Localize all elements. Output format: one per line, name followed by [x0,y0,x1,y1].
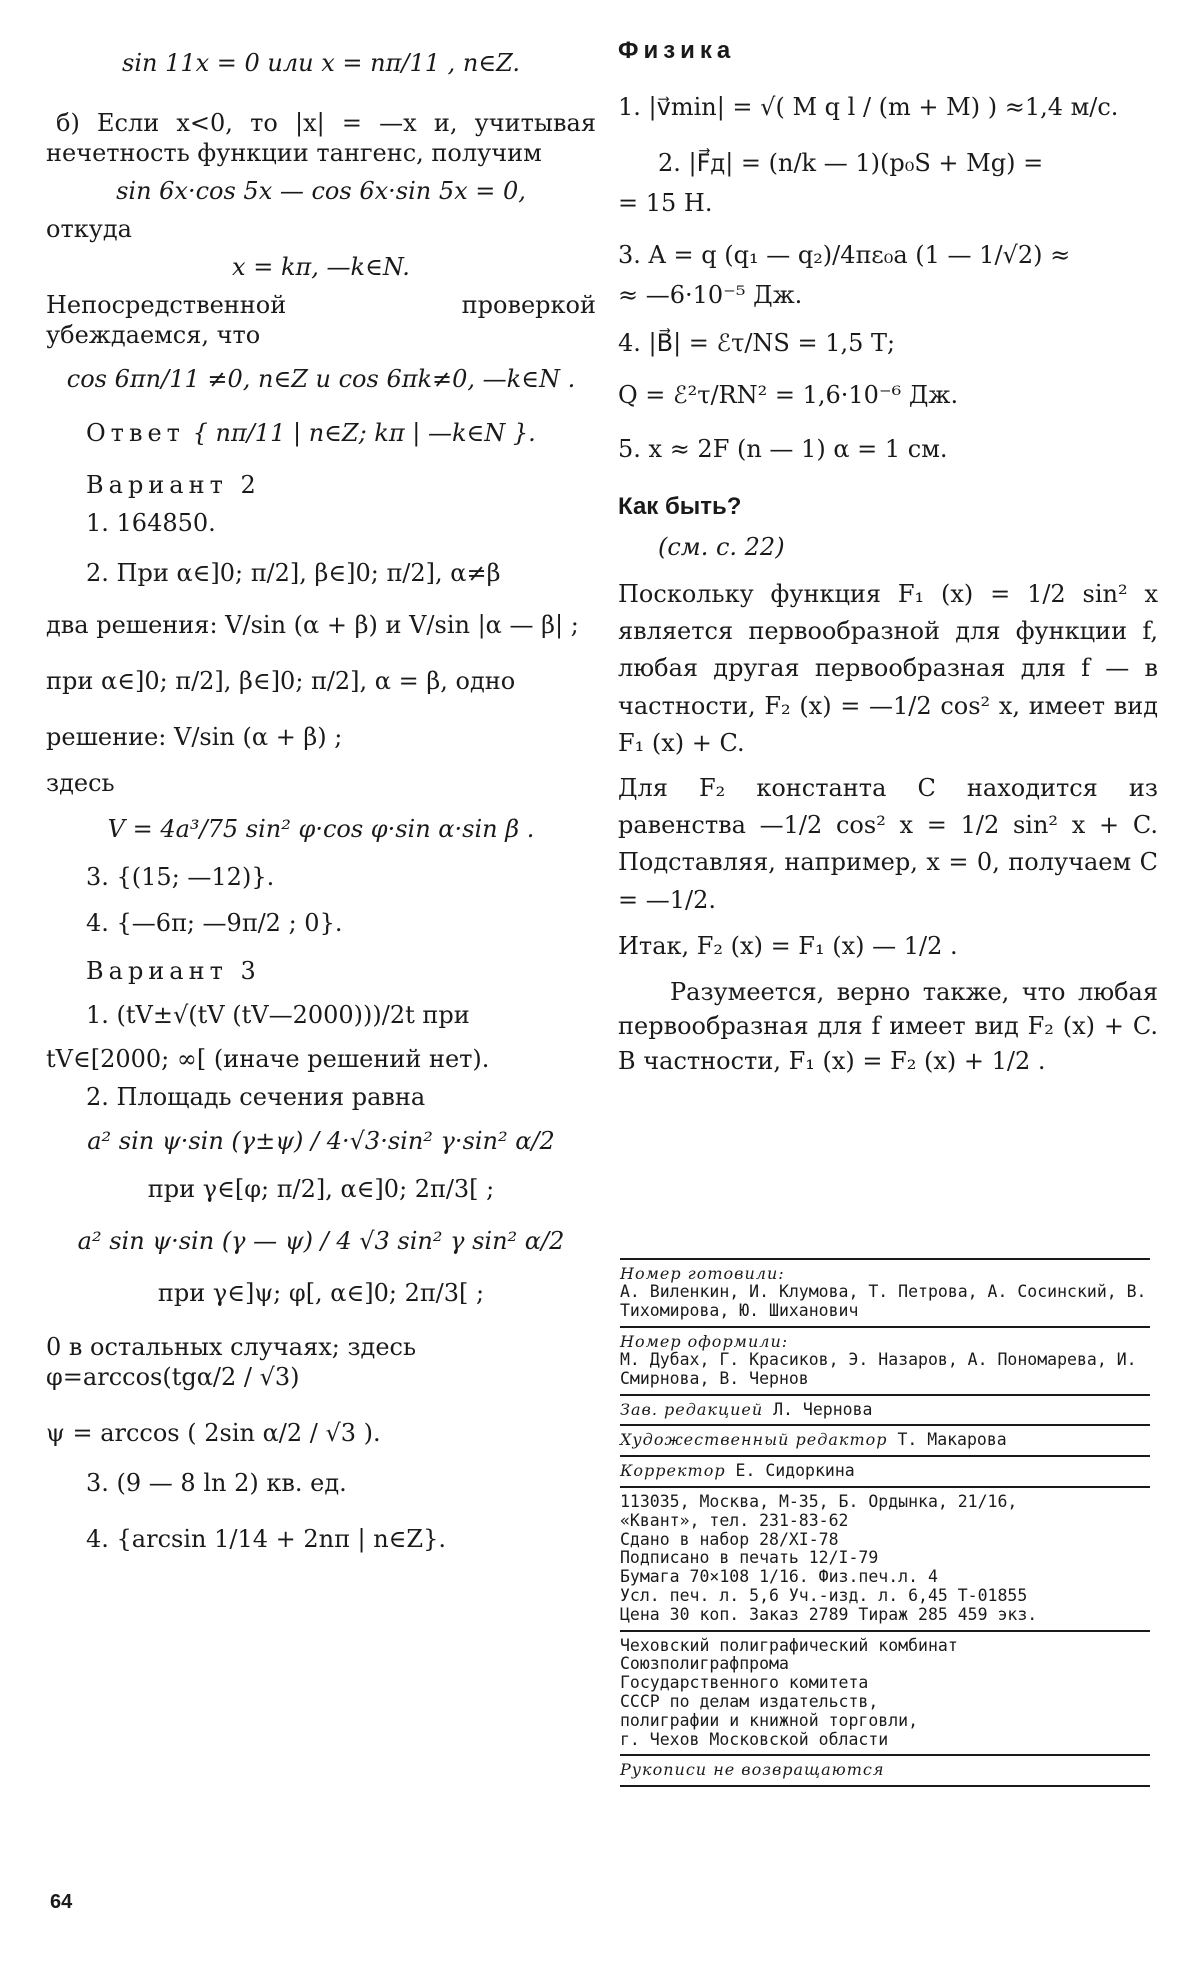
imprint-corrector [620,1455,1150,1486]
v2-item-2-condition: 2. При α∈]0; π/2], β∈]0; π/2], α≠β [86,559,501,587]
printer-line: г. Чехов Московской области [620,1729,889,1749]
corr-name: Е. Сидоркина [735,1461,855,1481]
v2-item-2-one-solution: решение: V/sin (α + β) ; [46,723,343,751]
page-number: 64 [50,1891,73,1913]
address-line: Подписано в печать 12/I-79 [620,1548,879,1568]
printer-line: СССР по делам издательств, [620,1692,879,1712]
v2-item-2-equal-case: при α∈]0; π/2], β∈]0; π/2], α = β, одно [46,667,516,695]
eq-volume: V = 4a³/75 sin² φ·cos φ·sin α·sin β . [107,815,535,843]
eq-sin6x: sin 6x·cos 5x — cos 6x·sin 5x = 0, [116,177,526,205]
eq-sin11x: sin 11x = 0 или x = nπ/11 , n∈Z. [122,49,520,77]
case-b-heading: б) Если x<0, то |x| = —x и, учитывая нечетность функции тангенс, получим [46,109,596,167]
imprint-printer [620,1630,1150,1755]
left-column [46,48,596,1562]
v3-area-condition-2: при γ∈]ψ; φ[, α∈]0; 2π/3[ ; [157,1279,485,1307]
kak-byt-title: Как быть? [618,493,742,520]
art-name: Т. Макарова [897,1430,1007,1450]
designed-label: Номер оформили: [620,1331,789,1351]
kak-byt-para-3: Итак, F₂ (x) = F₁ (x) — 1/2 . [618,931,958,960]
v3-item-3: 3. (9 — 8 ln 2) кв. ед. [86,1469,347,1497]
v3-psi-def: ψ = arccos ( 2sin α/2 / √3 ). [46,1419,381,1447]
corr-label: Корректор [620,1461,726,1481]
variant-2-title: Вариант 2 [86,471,261,499]
address-line: Бумага 70×108 1/16. Физ.печ.л. 4 [620,1567,938,1587]
answer-label: Ответ [86,419,185,447]
imprint-designed [620,1326,1150,1394]
v3-item-2-heading: 2. Площадь сечения равна [86,1083,426,1111]
physics-item-3: 3. A = q (q₁ — q₂)/4πε₀a (1 — 1/√2) ≈ [618,241,1071,269]
imprint-zav [620,1394,1150,1425]
physics-item-1: 1. |v⃗min| = √( M q l / (m + M) ) ≈1,4 м/с. [618,93,1119,121]
printer-line: Чеховский полиграфический комбинат [620,1635,958,1655]
imprint-art-editor [620,1424,1150,1455]
kak-byt-ref: (см. с. 22) [658,533,785,561]
answer-line [46,418,596,448]
v3-item-1-formula: 1. (tV±√(tV (tV—2000)))/2t при [86,1001,470,1029]
v3-area-formula-1: a² sin ψ·sin (γ±ψ) / 4·√3·sin² γ·sin² α/2 [87,1127,555,1155]
address-line: Усл. печ. л. 5,6 Уч.-изд. л. 6,45 Т-01855 [620,1586,1028,1606]
answer-set: { nπ/11 | n∈Z; kπ | —k∈N }. [192,419,536,447]
address-line: Цена 30 коп. Заказ 2789 Тираж 285 459 экз. [620,1604,1038,1624]
imprint-address [620,1486,1150,1630]
designed-names: М. Дубах, Г. Красиков, Э. Назаров, А. Пономарева, И. Смирнова, В. Чернов [620,1350,1137,1388]
v2-item-2-two-solutions: два решения: V/sin (α + β) и V/sin |α — β| ; [46,611,579,639]
prepared-names: А. Виленкин, И. Клумова, Т. Петрова, А. Сосинский, В. Тихомирова, Ю. Шиханович [620,1282,1147,1321]
address-line: 113035, Москва, М-35, Б. Ордынка, 21/16, [620,1492,1018,1512]
address-line: «Квант», тел. 231-83-62 [620,1510,849,1530]
text-otkuda: откуда [46,215,132,243]
physics-item-5: 5. x ≈ 2F (n — 1) α = 1 см. [618,435,948,463]
physics-item-4: 4. |B⃗| = ℰτ/NS = 1,5 Т; [618,329,896,357]
kak-byt-para-2: Для F₂ константа C находится из равенства —1/2 cos² x = 1/2 sin² x + C. Подставляя, например, x = 0, получаем C = —1/2. [618,773,1158,914]
variant-3-title: Вариант 3 [86,957,261,985]
printer-line: полиграфии и книжной торговли, [620,1710,919,1730]
v3-area-formula-2: a² sin ψ·sin (γ — ψ) / 4 √3 sin² γ sin² α/2 [77,1227,565,1255]
imprint-footer-note [620,1754,1150,1786]
prepared-label: Номер готовили: [620,1264,785,1283]
zav-name: Л. Чернова [773,1399,873,1419]
v3-area-condition-1: при γ∈[φ; π/2], α∈]0; 2π/3[ ; [147,1175,495,1203]
physics-title: Физика [618,37,736,64]
eq-x-kpi: x = kπ, —k∈N. [232,253,410,281]
text-check: Непосредственной проверкой убеждаемся, что [46,291,596,349]
kak-byt-para-1: Поскольку функция F₁ (x) = 1/2 sin² x является первообразной для функции f, любая другая первообразная для f — в частности, F₂ (x) = —1/2 cos² x, имеет вид F₁ (x) + C. [618,580,1158,757]
physics-item-4-q: Q = ℰ²τ/RN² = 1,6·10⁻⁶ Дж. [618,381,959,409]
imprint [620,1258,1150,1787]
text-zdes: здесь [46,769,115,797]
right-column [618,36,1158,1087]
v3-other-cases: 0 в остальных случаях; здесь φ=arccos(tgα/2 / √3) [46,1333,417,1391]
v2-item-1: 1. 164850. [86,509,216,537]
printer-line: Государственного комитета [620,1673,869,1693]
zav-label: Зав. редакцией [620,1399,764,1419]
physics-item-2-result: = 15 Н. [618,189,713,217]
art-label: Художественный редактор [620,1430,888,1450]
v2-item-4: 4. {—6π; —9π/2 ; 0}. [86,909,343,937]
v3-item-4: 4. {arcsin 1/14 + 2nπ | n∈Z}. [86,1525,446,1553]
v3-item-1-domain: tV∈[2000; ∞[ (иначе решений нет). [46,1045,490,1073]
physics-item-3-result: ≈ —6·10⁻⁵ Дж. [618,281,803,309]
v2-item-3: 3. {(15; —12)}. [86,863,275,891]
imprint-prepared [620,1258,1150,1326]
physics-item-2: 2. |F⃗д| = (n/k — 1)(p₀S + Mg) = [658,149,1044,177]
printer-line: Союзполиграфпрома [620,1654,789,1674]
address-line: Сдано в набор 28/XI-78 [620,1529,839,1549]
kak-byt-para-4: Разумеется, верно также, что любая первообразная для f имеет вид F₂ (x) + C. В частности, F₁ (x) = F₂ (x) + 1/2 . [618,977,1158,1076]
eq-cos-check: cos 6πn/11 ≠0, n∈Z и cos 6πk≠0, —k∈N . [66,365,576,393]
manuscripts-note: Рукописи не возвращаются [620,1760,885,1780]
